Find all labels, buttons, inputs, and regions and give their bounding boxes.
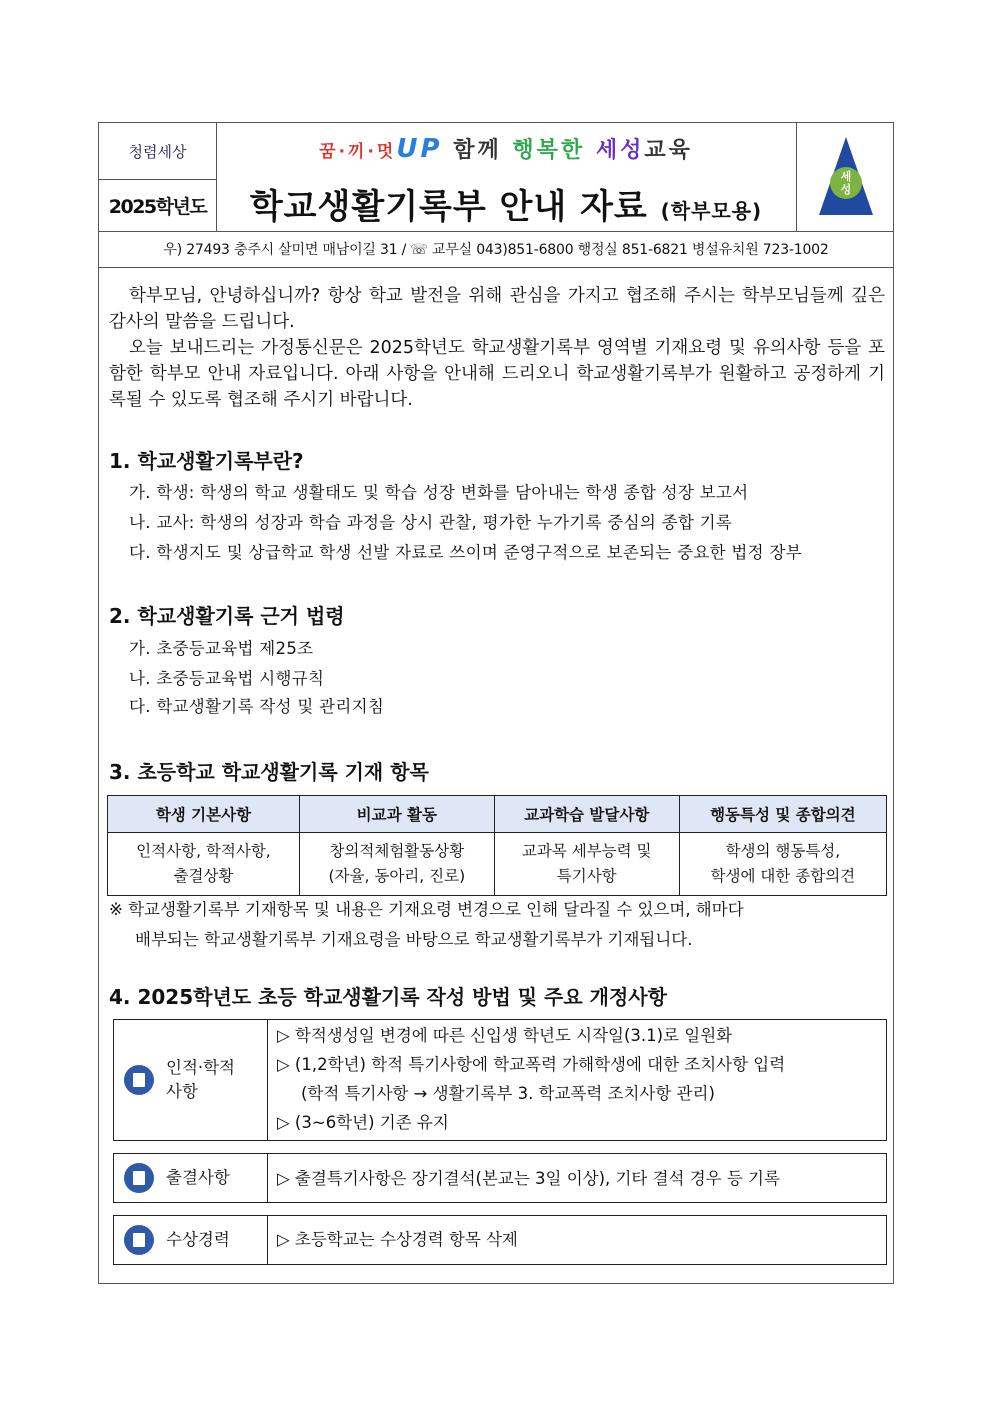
table-row bbox=[108, 833, 887, 896]
svg-text:성: 성 bbox=[840, 183, 851, 196]
label-line: 인적·학적 bbox=[166, 1058, 236, 1077]
note-line-2: 배부되는 학교생활기록부 기재요령을 바탕으로 학교생활기록부가 기재됩니다. bbox=[135, 930, 693, 949]
svg-text:세: 세 bbox=[840, 170, 851, 183]
attendance-box bbox=[113, 1153, 887, 1203]
emblem-icon bbox=[815, 135, 877, 219]
cell-line: (자율, 동아리, 진로) bbox=[328, 867, 466, 885]
cell-line: 출결상황 bbox=[173, 867, 234, 885]
header-left bbox=[99, 123, 217, 231]
awards-box bbox=[113, 1215, 887, 1265]
content-line: ▷ 학적생성일 변경에 따른 신입생 학년도 시작일(3.1)로 일원화 bbox=[277, 1026, 733, 1045]
label-line: 사항 bbox=[166, 1082, 198, 1101]
sec1-item-c: 다. 학생지도 및 상급학교 학생 선발 자료로 쓰이며 준영구적으로 보존되는 중요한 법정 장부 bbox=[129, 543, 802, 562]
box-label bbox=[114, 1154, 268, 1202]
slogan-f: 교육 bbox=[644, 138, 693, 163]
table-cell bbox=[108, 833, 300, 896]
table-note bbox=[109, 895, 885, 955]
content-line: ▷ (1,2학년) 학적 특기사항에 학교폭력 가해학생에 대한 조치사항 입력 bbox=[277, 1055, 786, 1074]
box-content: ▷ 초등학교는 수상경력 항목 삭제 bbox=[277, 1230, 518, 1249]
box-content bbox=[277, 1021, 878, 1137]
cell-line: 특기사항 bbox=[556, 867, 617, 885]
table-cell bbox=[299, 833, 494, 896]
sec1-item-b: 나. 교사: 학생의 성장과 학습 과정을 상시 관찰, 평가한 누가기록 중심의 종합 기록 bbox=[129, 513, 733, 532]
table-header: 행동특성 및 종합의견 bbox=[679, 796, 886, 833]
id-card-icon bbox=[124, 1163, 154, 1193]
intro-paragraph-1: 학부모님, 안녕하십니까? 항상 학교 발전을 위해 관심을 가지고 협조해 주시는 학부모님들께 깊은 감사의 말씀을 드립니다. bbox=[109, 286, 885, 332]
cell-line: 창의적체험활동상황 bbox=[329, 842, 465, 860]
document-icon bbox=[124, 1065, 154, 1095]
header bbox=[99, 123, 893, 232]
cell-line: 인적사항, 학적사항, bbox=[136, 842, 271, 860]
intro-paragraph-2: 오늘 보내드리는 가정통신문은 2025학년도 학교생활기록부 영역별 기재요령 및 유의사항 등을 포함한 학부모 안내 자료입니다. 아래 사항을 안내해 드리오니 학교생활기록부가 원활하고 공정하게 기록될 수 있도록 협조해 주시기 바랍니다. bbox=[109, 338, 885, 410]
sec2-item-c: 다. 학교생활기록 작성 및 관리지침 bbox=[129, 697, 385, 716]
school-year: 2025학년도 bbox=[108, 196, 207, 218]
record-items-table bbox=[107, 795, 887, 896]
box-label-text: 출결사항 bbox=[166, 1168, 230, 1187]
school-emblem bbox=[796, 123, 894, 231]
section-2-title: 2. 학교생활기록 근거 법령 bbox=[109, 604, 345, 628]
id-card-icon bbox=[124, 1225, 154, 1255]
table-header: 비교과 활동 bbox=[299, 796, 494, 833]
box-content: ▷ 출결특기사항은 장기결석(본교는 3일 이상), 기타 결석 경우 등 기록 bbox=[277, 1169, 780, 1188]
slogan-d: 행복한 bbox=[512, 138, 586, 163]
slogan-a: 꿈·끼·멋 bbox=[319, 142, 397, 162]
table-header: 교과학습 발달사항 bbox=[494, 796, 679, 833]
personal-academic-box bbox=[113, 1019, 887, 1141]
document-frame bbox=[98, 122, 894, 1284]
table-cell bbox=[679, 833, 886, 896]
slogan bbox=[216, 133, 796, 164]
slogan-up: UP bbox=[396, 134, 443, 164]
section-3-title: 3. 초등학교 학교생활기록 기재 항목 bbox=[109, 760, 429, 784]
header-center bbox=[216, 123, 796, 231]
table-cell bbox=[494, 833, 679, 896]
table-header-row bbox=[108, 796, 887, 833]
cell-line: 학생에 대한 종합의견 bbox=[710, 867, 856, 885]
sec2-item-b: 나. 초중등교육법 시행규칙 bbox=[129, 669, 325, 688]
box-label bbox=[114, 1216, 268, 1264]
content-line: ▷ (3~6학년) 기존 유지 bbox=[277, 1113, 449, 1132]
sec2-item-a: 가. 초중등교육법 제25조 bbox=[129, 639, 314, 658]
cell-line: 학생의 행동특성, bbox=[725, 842, 841, 860]
title-main: 학교생활기록부 안내 자료 bbox=[249, 187, 648, 227]
page-title bbox=[216, 179, 796, 228]
section-1-title: 1. 학교생활기록부란? bbox=[109, 449, 304, 473]
note-line-1: ※ 학교생활기록부 기재항목 및 내용은 기재요령 변경으로 인해 달라질 수 있으며, 해마다 bbox=[109, 900, 744, 919]
slogan-c: 함께 bbox=[453, 138, 502, 163]
address-line: 우) 27493 충주시 살미면 매남이길 31 / ☏ 교무실 043)851-6800 행정실 851-6821 병설유치원 723-1002 bbox=[99, 231, 893, 268]
content-line: (학적 특기사항 → 생활기록부 3. 학교폭력 조치사항 관리) bbox=[301, 1084, 715, 1103]
section-4-title: 4. 2025학년도 초등 학교생활기록 작성 방법 및 주요 개정사항 bbox=[109, 985, 667, 1009]
clean-world-logo: 청렴세상 bbox=[99, 123, 216, 180]
table-header: 학생 기본사항 bbox=[108, 796, 300, 833]
slogan-e: 세성 bbox=[595, 138, 645, 163]
cell-line: 교과목 세부능력 및 bbox=[521, 842, 652, 860]
box-label-text bbox=[166, 1056, 235, 1104]
box-label-text: 수상경력 bbox=[166, 1230, 230, 1249]
sec1-item-a: 가. 학생: 학생의 학교 생활태도 및 학습 성장 변화를 담아내는 학생 종합 성장 보고서 bbox=[129, 483, 749, 502]
box-label bbox=[114, 1020, 268, 1140]
title-sub: (학부모용) bbox=[660, 199, 763, 223]
